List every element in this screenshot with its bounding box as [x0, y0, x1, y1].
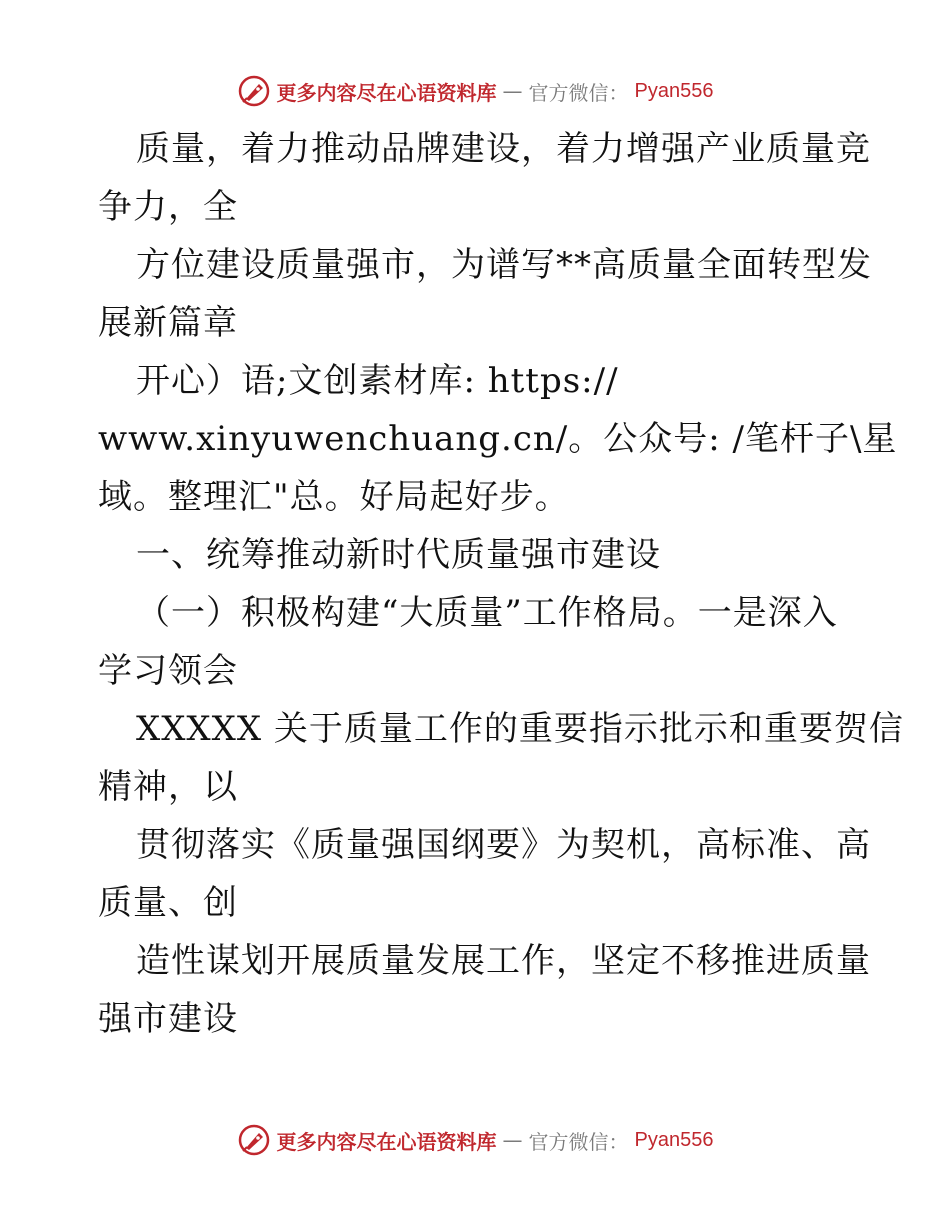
document-body [98, 120, 904, 1048]
header-dash: — [502, 79, 523, 103]
text-line: （一）积极构建“大质量”工作格局。一是深入 [136, 593, 838, 633]
footer-slogan: 更多内容尽在心语资料库 [276, 1129, 497, 1154]
header-banner [0, 71, 950, 111]
text-line: 学习领会 [98, 651, 238, 691]
footer-dash: — [502, 1128, 523, 1152]
header-slogan: 更多内容尽在心语资料库 [276, 80, 497, 105]
text-line: 造性谋划开展质量发展工作，坚定不移推进质量 [136, 941, 871, 981]
footer-wechat-id: Pyan556 [634, 1128, 714, 1151]
pen-nib-logo-icon [237, 74, 271, 108]
text-line: 一、统筹推动新时代质量强市建设 [136, 535, 661, 575]
text-line: 开心）语;文创素材库: https:// [136, 361, 619, 401]
text-line: XXXXX 关于质量工作的重要指示批示和重要贺信 [136, 709, 904, 749]
text-line: 争力，全 [98, 187, 238, 227]
text-line: 方位建设质量强市，为谱写**高质量全面转型发 [136, 245, 872, 285]
header-wechat-id: Pyan556 [634, 79, 714, 102]
header-wechat-label: 官方微信： [528, 80, 629, 105]
text-line: 域。整理汇"总。好局起好步。 [98, 477, 570, 517]
pen-nib-logo-icon [237, 1123, 271, 1157]
footer-wechat-label: 官方微信： [528, 1129, 629, 1154]
text-line: 质量、创 [98, 883, 238, 923]
text-line: www.xinyuwenchuang.cn/。公众号: /笔杆子\星 [98, 419, 898, 459]
text-line: 强市建设 [98, 999, 238, 1039]
text-line: 贯彻落实《质量强国纲要》为契机，高标准、高 [136, 825, 871, 865]
text-line: 展新篇章 [98, 303, 238, 343]
text-line: 精神，以 [98, 767, 238, 807]
text-line: 质量，着力推动品牌建设，着力增强产业质量竞 [136, 129, 871, 169]
footer-banner [0, 1120, 950, 1160]
